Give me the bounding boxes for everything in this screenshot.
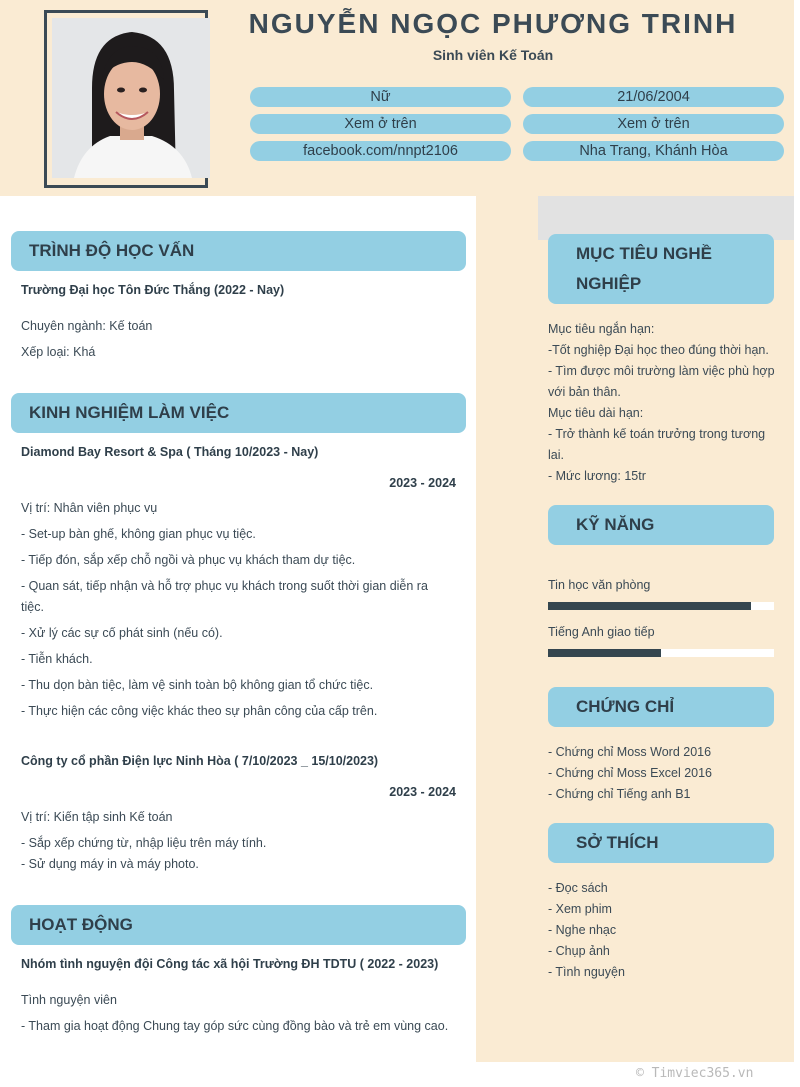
hobby-item: - Nghe nhạc	[548, 923, 617, 937]
hobby-item: - Đọc sách	[548, 881, 608, 895]
skill-bar-fill	[548, 602, 751, 610]
job-task: - Sắp xếp chứng từ, nhập liệu trên máy tính.	[21, 836, 267, 850]
objective-line: Mục tiêu dài hạn:	[548, 406, 644, 420]
objective-line: - Trở thành kế toán trưởng trong tương lai.	[548, 427, 766, 462]
objective-line: - Mức lương: 15tr	[548, 469, 646, 483]
gender-pill: Nữ	[250, 87, 511, 107]
education-heading: TRÌNH ĐỘ HỌC VẤN	[11, 231, 466, 271]
education-school: Trường Đại học Tôn Đức Thắng (2022 - Nay)	[21, 283, 285, 297]
watermark: © Timviec365.vn	[636, 1066, 754, 1081]
education-major: Chuyên ngành: Kế toán	[21, 319, 153, 333]
objective-line: Mục tiêu ngắn hạn:	[548, 322, 655, 336]
objective-heading-line: MỤC TIÊU NGHỀ	[576, 244, 712, 263]
hobbies-heading: SỞ THÍCH	[548, 823, 774, 863]
address-pill: Nha Trang, Khánh Hòa	[523, 141, 784, 161]
skills-heading: KỸ NĂNG	[548, 505, 774, 545]
profile-photo	[52, 18, 210, 178]
hobby-item: - Xem phim	[548, 902, 612, 916]
candidate-name: NGUYỄN NGỌC PHƯƠNG TRINH	[248, 8, 738, 39]
certificate-item: - Chứng chỉ Tiếng anh B1	[548, 787, 691, 801]
phone-pill: Xem ở trên	[250, 114, 511, 134]
hobby-item: - Chụp ảnh	[548, 944, 610, 958]
objective-heading-line: NGHIỆP	[576, 274, 642, 293]
certificate-item: - Chứng chỉ Moss Word 2016	[548, 745, 712, 759]
certificate-item: - Chứng chỉ Moss Excel 2016	[548, 766, 712, 780]
certificates-heading: CHỨNG CHỈ	[548, 687, 774, 727]
experience-heading: KINH NGHIỆM LÀM VIỆC	[11, 393, 466, 433]
candidate-title: Sinh viên Kế Toán	[432, 47, 554, 63]
job-task: - Tiễn khách.	[21, 652, 93, 666]
job-years: 2023 - 2024	[389, 476, 456, 490]
skill-bar-fill	[548, 649, 661, 657]
job-position: Vị trí: Nhân viên phục vụ	[21, 501, 158, 515]
skill-label: Tiếng Anh giao tiếp	[548, 625, 655, 639]
objective-line: - Tìm được môi trường làm việc phù hợp với bản thân.	[548, 364, 775, 399]
job-task: - Thu dọn bàn tiệc, làm vệ sinh toàn bộ không gian tổ chức tiệc.	[21, 678, 374, 692]
hobby-item: - Tình nguyện	[548, 965, 625, 979]
job-task: - Set-up bàn ghế, không gian phục vụ tiệc.	[21, 527, 256, 541]
objective-line: -Tốt nghiệp Đại học theo đúng thời hạn.	[548, 343, 769, 357]
job-task: - Quan sát, tiếp nhận và hỗ trợ phục vụ khách trong suốt thời gian diễn ra tiệc.	[21, 579, 428, 614]
skill-label: Tin học văn phòng	[548, 578, 651, 592]
job-position: Vị trí: Kiến tập sinh Kế toán	[21, 810, 173, 824]
job-task: - Xử lý các sự cố phát sinh (nếu có).	[21, 626, 223, 640]
activity-org: Nhóm tình nguyện đội Công tác xã hội Trường ĐH TDTU ( 2022 - 2023)	[21, 957, 439, 971]
activity-role: Tình nguyện viên	[21, 993, 117, 1007]
email-pill: Xem ở trên	[523, 114, 784, 134]
education-grade: Xếp loại: Khá	[21, 345, 96, 359]
job-task: - Tiếp đón, sắp xếp chỗ ngồi và phục vụ khách tham dự tiệc.	[21, 553, 356, 567]
job-task: - Thực hiện các công việc khác theo sự phân công của cấp trên.	[21, 704, 378, 718]
birthdate-pill: 21/06/2004	[523, 87, 784, 107]
profile-photo-frame	[44, 10, 208, 188]
activities-heading: HOẠT ĐỘNG	[11, 905, 466, 945]
skill-bar	[548, 649, 774, 657]
job-company: Công ty cổ phần Điện lực Ninh Hòa ( 7/10/2023 _ 15/10/2023)	[21, 754, 379, 768]
job-years: 2023 - 2024	[389, 785, 456, 799]
objective-heading	[548, 234, 774, 304]
activity-detail: - Tham gia hoạt động Chung tay góp sức cùng đồng bào và trẻ em vùng cao.	[21, 1019, 449, 1033]
facebook-pill: facebook.com/nnpt2106	[250, 141, 511, 161]
job-company: Diamond Bay Resort & Spa ( Tháng 10/2023 - Nay)	[21, 445, 319, 459]
job-task: - Sử dụng máy in và máy photo.	[21, 857, 199, 871]
skill-bar	[548, 602, 774, 610]
